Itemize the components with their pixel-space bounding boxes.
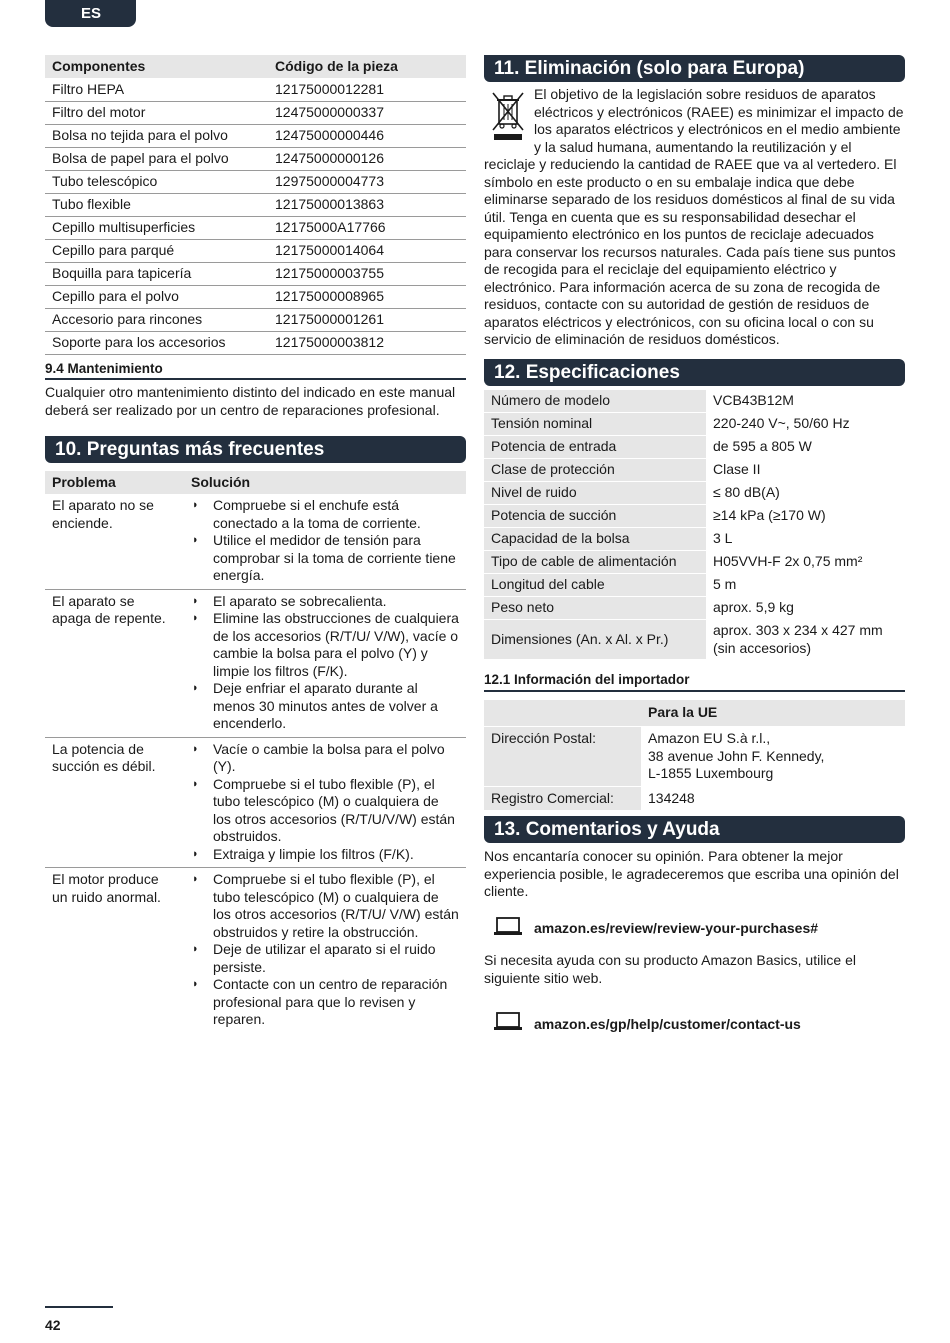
solution-text: Contacte con un centro de reparación profesional para que lo revisen y reparen. — [213, 976, 448, 1027]
bullet-icon: ◗ — [192, 499, 199, 511]
help-link-row[interactable] — [484, 1012, 905, 1037]
bullet-icon: ◗ — [192, 612, 199, 624]
importer-register-value: 134248 — [641, 786, 905, 810]
faq-header-problem: Problema — [45, 471, 184, 494]
importer-address-value — [641, 727, 905, 787]
solution-item — [191, 941, 459, 976]
importer-table — [484, 700, 905, 811]
part-code: 12175000A17766 — [268, 216, 466, 239]
parts-row — [45, 331, 466, 354]
spec-row — [484, 505, 905, 528]
solution-text: Compruebe si el tubo flexible (P), el tubo telescópico (M) o cualquiera de los otros accesorios (R/T/U/V/W) están obstruidos. — [213, 775, 455, 844]
parts-header-component: Componentes — [45, 55, 268, 78]
solution-item — [191, 776, 459, 846]
component-name: Cepillo multisuperficies — [45, 216, 268, 239]
spec-value: aprox. 5,9 kg — [706, 597, 905, 620]
bullet-icon: ◗ — [192, 978, 199, 990]
address-line: 38 avenue John F. Kennedy, — [648, 747, 825, 764]
bullet-icon: ◗ — [192, 873, 199, 885]
spec-label: Capacidad de la bolsa — [484, 528, 706, 551]
faq-table — [45, 471, 466, 1033]
component-name: Filtro HEPA — [45, 78, 268, 101]
parts-header-code: Código de la pieza — [268, 55, 466, 78]
spec-row — [484, 436, 905, 459]
component-name: Tubo telescópico — [45, 170, 268, 193]
review-link[interactable]: amazon.es/review/review-your-purchases# — [534, 920, 819, 936]
solution-item — [191, 976, 459, 1029]
spec-value: Clase II — [706, 459, 905, 482]
importer-address-label: Dirección Postal: — [484, 727, 641, 787]
parts-row — [45, 101, 466, 124]
parts-row — [45, 285, 466, 308]
bullet-icon: ◗ — [192, 594, 199, 607]
solution-text: Elimine las obstrucciones de cualquiera de los accesorios (R/T/U/ V/W), vacíe o cambie la bolsa para el polvo (Y) y limpie los filtros (F/K). — [213, 610, 459, 679]
spec-label: Potencia de succión — [484, 505, 706, 528]
component-name: Boquilla para tapicería — [45, 262, 268, 285]
solution-text: El aparato se sobrecalienta. — [213, 592, 387, 609]
spec-row — [484, 459, 905, 482]
part-code: 12175000013863 — [268, 193, 466, 216]
disposal-title: 11. Eliminación (solo para Europa) — [484, 55, 905, 82]
specs-table — [484, 390, 905, 661]
component-name: Soporte para los accesorios — [45, 331, 268, 354]
spec-label: Tipo de cable de alimentación — [484, 551, 706, 574]
faq-problem: El motor produce un ruido anormal. — [52, 871, 161, 905]
part-code: 12175000012281 — [268, 78, 466, 101]
parts-row — [45, 308, 466, 331]
component-name: Cepillo para el polvo — [45, 285, 268, 308]
spec-row — [484, 413, 905, 436]
spec-value: H05VVH-F 2x 0,75 mm² — [706, 551, 905, 574]
spec-label: Potencia de entrada — [484, 436, 706, 459]
spec-row — [484, 528, 905, 551]
faq-problem: El aparato se apaga de repente. — [45, 589, 184, 737]
parts-row — [45, 147, 466, 170]
feedback-title: 13. Comentarios y Ayuda — [484, 816, 905, 843]
component-name: Accesorio para rincones — [45, 308, 268, 331]
spec-label: Tensión nominal — [484, 413, 706, 436]
part-code: 12175000003755 — [268, 262, 466, 285]
parts-row — [45, 78, 466, 101]
faq-row — [45, 589, 466, 737]
faq-row — [45, 868, 466, 1033]
faq-problem: El aparato no se enciende. — [45, 494, 184, 589]
laptop-icon — [484, 1012, 534, 1037]
language-tab: ES — [45, 0, 136, 27]
spec-row — [484, 482, 905, 505]
solution-text: Deje de utilizar el aparato si el ruido persiste. — [213, 941, 436, 975]
spec-row — [484, 390, 905, 413]
solution-item — [191, 871, 459, 941]
maintenance-heading: 9.4 Mantenimiento — [45, 360, 466, 381]
spec-value: ≥14 kPa (≥170 W) — [706, 505, 905, 528]
faq-row — [45, 737, 466, 868]
faq-row — [45, 494, 466, 589]
parts-row — [45, 124, 466, 147]
spec-label: Número de modelo — [484, 390, 706, 413]
bullet-icon: ◗ — [192, 742, 199, 755]
bullet-icon: ◗ — [192, 847, 199, 860]
spec-label: Peso neto — [484, 597, 706, 620]
faq-header-solution: Solución — [184, 471, 466, 494]
solution-text: Compruebe si el enchufe está conectado a la toma de corriente. — [213, 497, 421, 531]
spec-value: 5 m — [706, 574, 905, 597]
spec-value: VCB43B12M — [706, 390, 905, 413]
maintenance-text: Cualquier otro mantenimiento distinto del indicado en este manual deberá ser realizado por un centro de reparaciones profesional. — [45, 384, 456, 418]
faq-solutions — [184, 868, 466, 1033]
part-code: 12475000000446 — [268, 124, 466, 147]
bullet-icon: ◗ — [192, 777, 199, 790]
spec-row — [484, 574, 905, 597]
address-line: L-1855 Luxembourg — [648, 765, 774, 781]
disposal-text: El objetivo de la legislación sobre residuos de aparatos eléctricos y electrónicos (RAEE) es minimizar el impacto de los aparatos eléctricos y electrónicos en el medio ambiente y la salud humana, aumentando la reutilización y el reciclaje y reduciendo la cantidad de RAEE que va al vertedero. El símbolo en este producto o en su embalaje indica que debe eliminarse separado de los residuos domésticos al final de su vida útil. Tenga en cuenta que es su responsabilidad desechar el equipamiento electrónico en los puntos de reciclaje adecuados para conservar los recursos naturales. Cada país tiene sus puntos de recogida para el reciclaje del equipamiento eléctrico y electrónico. Para información acerca de su zona de recogida de residuos, contacte con su autoridad de gestión de residuos de aparatos eléctricos y electrónicos, con su oficina local o con su servicio de eliminación de residuos domésticos. — [484, 86, 904, 347]
solution-item — [191, 610, 459, 680]
solution-item — [191, 680, 459, 733]
bullet-icon: ◗ — [192, 943, 199, 955]
spec-value: ≤ 80 dB(A) — [706, 482, 905, 505]
spec-label: Longitud del cable — [484, 574, 706, 597]
left-column — [45, 55, 466, 1033]
solution-item — [191, 741, 459, 776]
solution-text: Compruebe si el tubo flexible (P), el tubo telescópico (M) o cualquiera de los otros accesorios (R/T/U/ V/W) están obstruidos y retire la obstrucción. — [213, 871, 459, 940]
page-number: 42 — [45, 1317, 61, 1333]
address-line: Amazon EU S.à r.l., — [648, 730, 771, 746]
parts-table — [45, 55, 466, 355]
spec-row — [484, 597, 905, 620]
solution-item — [191, 593, 459, 611]
component-name: Cepillo para parqué — [45, 239, 268, 262]
disposal-block — [484, 86, 905, 349]
faq-solutions — [184, 494, 466, 589]
spec-value: 220-240 V~, 50/60 Hz — [706, 413, 905, 436]
bullet-icon: ◗ — [192, 682, 199, 694]
specs-title: 12. Especificaciones — [484, 359, 905, 386]
parts-row — [45, 170, 466, 193]
importer-empty-cell — [484, 700, 641, 727]
feedback-text-2: Si necesita ayuda con su producto Amazon Basics, utilice el siguiente sitio web. — [484, 952, 856, 986]
part-code: 12475000000126 — [268, 147, 466, 170]
importer-register-label: Registro Comercial: — [484, 786, 641, 810]
component-name: Tubo flexible — [45, 193, 268, 216]
parts-row — [45, 262, 466, 285]
part-code: 12175000003812 — [268, 331, 466, 354]
weee-crossed-bin-icon — [484, 86, 534, 156]
solution-text: Utilice el medidor de tensión para comprobar si la toma de corriente tiene energía. — [213, 532, 456, 583]
review-link-row[interactable] — [484, 917, 905, 942]
parts-row — [45, 239, 466, 262]
solution-text: Deje enfriar el aparato durante al menos 30 minutos antes de volver a encenderlo. — [213, 680, 438, 731]
spec-row — [484, 620, 905, 660]
parts-row — [45, 193, 466, 216]
component-name: Filtro del motor — [45, 101, 268, 124]
parts-row — [45, 216, 466, 239]
footer-rule — [45, 1306, 113, 1308]
solution-item — [191, 846, 459, 864]
feedback-text-1: Nos encantaría conocer su opinión. Para obtener la mejor experiencia posible, le agradeceremos que escriba una opinión del cliente. — [484, 848, 899, 899]
faq-title: 10. Preguntas más frecuentes — [45, 436, 466, 463]
solution-text: Extraiga y limpie los filtros (F/K). — [213, 845, 414, 862]
solution-text: Vacíe o cambie la bolsa para el polvo (Y). — [213, 740, 445, 774]
spec-value: de 595 a 805 W — [706, 436, 905, 459]
solution-item — [191, 497, 459, 532]
right-column — [484, 55, 905, 1037]
part-code: 12975000004773 — [268, 170, 466, 193]
faq-problem: La potencia de succión es débil. — [45, 737, 184, 868]
importer-col-header: Para la UE — [641, 700, 905, 727]
component-name: Bolsa de papel para el polvo — [45, 147, 268, 170]
spec-label: Dimensiones (An. x Al. x Pr.) — [484, 620, 706, 660]
faq-solutions — [184, 737, 466, 868]
bullet-icon: ◗ — [192, 534, 199, 546]
spec-value: 3 L — [706, 528, 905, 551]
spec-value: aprox. 303 x 234 x 427 mm (sin accesorios) — [706, 620, 905, 660]
part-code: 12175000008965 — [268, 285, 466, 308]
solution-item — [191, 532, 459, 585]
spec-label: Nivel de ruido — [484, 482, 706, 505]
part-code: 12475000000337 — [268, 101, 466, 124]
spec-row — [484, 551, 905, 574]
spec-label: Clase de protección — [484, 459, 706, 482]
help-link[interactable]: amazon.es/gp/help/customer/contact-us — [534, 1015, 801, 1032]
importer-heading: 12.1 Información del importador — [484, 671, 905, 692]
part-code: 12175000001261 — [268, 308, 466, 331]
component-name: Bolsa no tejida para el polvo — [45, 124, 268, 147]
faq-solutions — [184, 589, 466, 737]
laptop-icon — [484, 917, 534, 942]
part-code: 12175000014064 — [268, 239, 466, 262]
